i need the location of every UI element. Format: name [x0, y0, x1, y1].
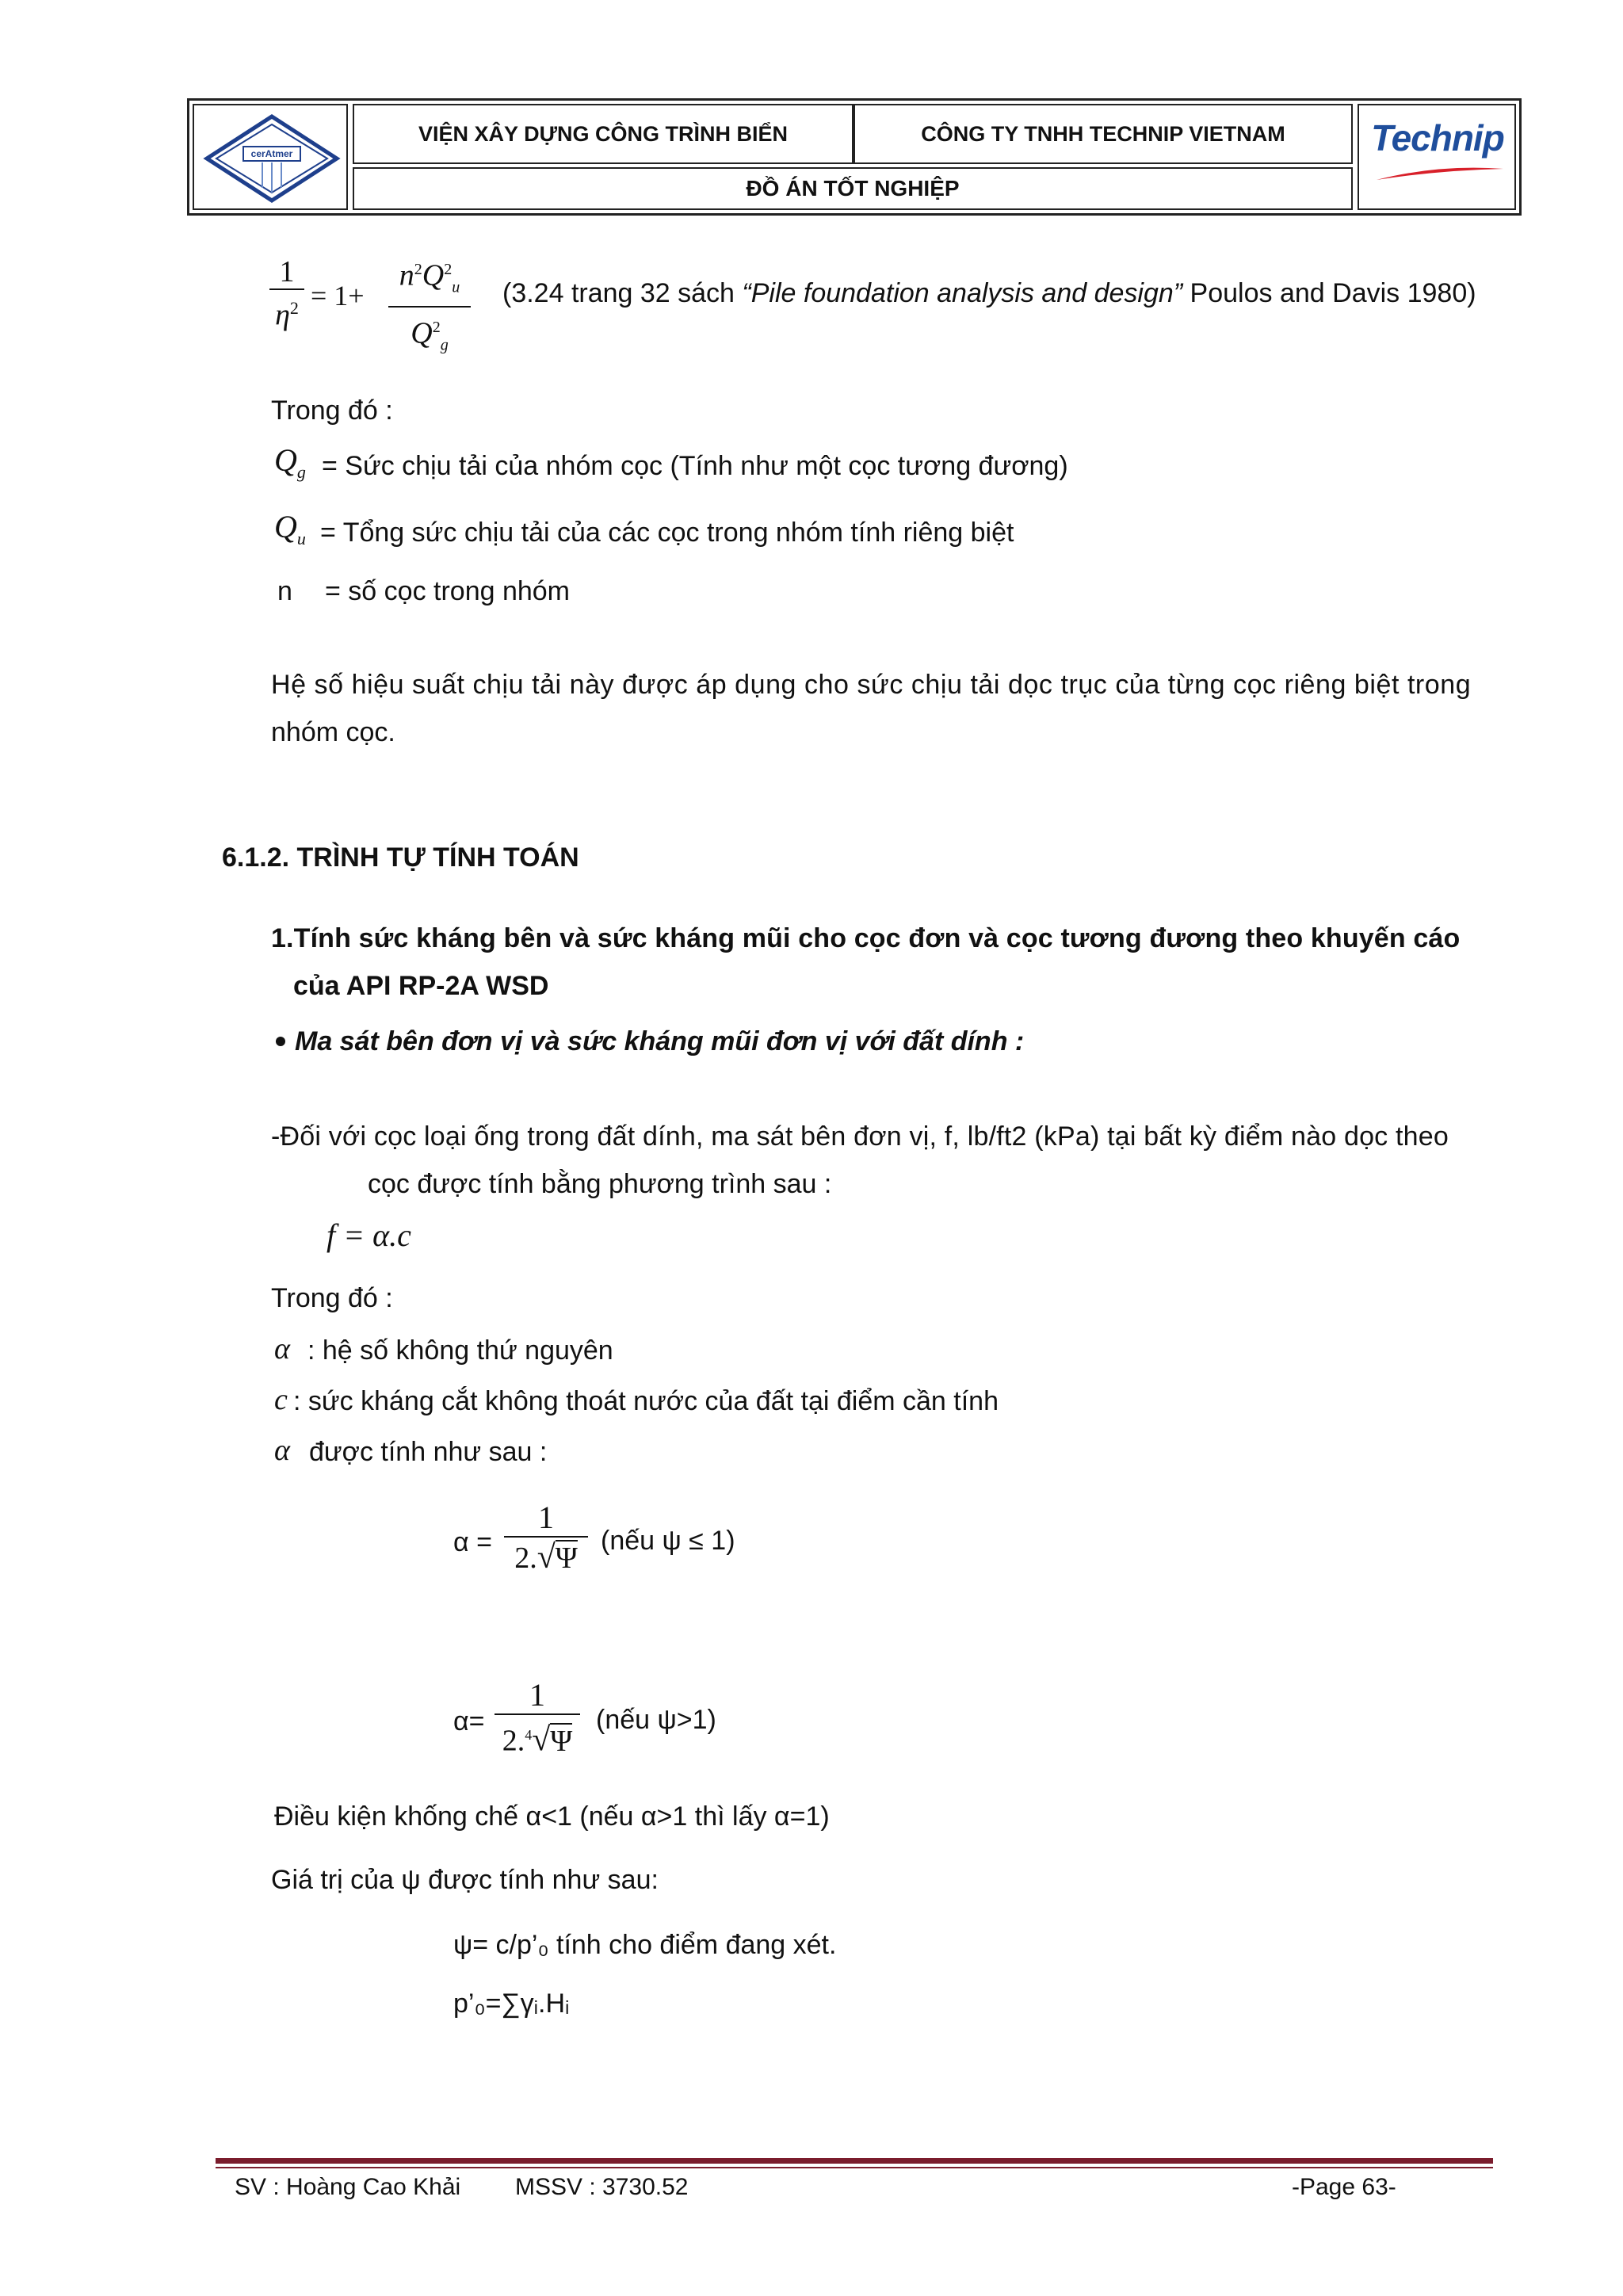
- reference-book-title: “Pile foundation analysis and design”: [742, 278, 1183, 308]
- right-logo-cell: [1358, 104, 1516, 210]
- definition-qg: = Sức chịu tải của nhóm cọc (Tính như một cọc tương đương): [322, 451, 1068, 481]
- efficiency-equation: 1 $\eta^2$ = 1+ $n^2Q^2_u$ $Q^2_g$: [269, 250, 468, 349]
- technip-swoosh-icon: [1375, 162, 1505, 183]
- p0-formula: p’₀=∑γᵢ.Hᵢ: [453, 1988, 570, 2019]
- institute-cell: [353, 104, 854, 164]
- company-cell: [854, 104, 1353, 164]
- footer-rule-thin: [216, 2167, 1493, 2168]
- where-label-1: Trong đó :: [271, 395, 393, 426]
- subtitle-cell: [353, 167, 1353, 210]
- efficiency-paragraph-line2: nhóm cọc.: [271, 717, 395, 747]
- item1-line2: của API RP-2A WSD: [293, 971, 549, 1001]
- definition-qu: = Tổng sức chịu tải của các cọc trong nhóm tính riêng biệt: [320, 518, 1014, 548]
- footer-rule: [216, 2158, 1493, 2164]
- company-name: CÔNG TY TNHH TECHNIP VIETNAM: [921, 122, 1285, 146]
- definition-c: : sức kháng cắt không thoát nước của đất tại điểm cần tính: [293, 1386, 999, 1416]
- alpha-eq1-condition: (nếu ψ ≤ 1): [601, 1526, 735, 1556]
- technip-logo-text: Technip: [1371, 117, 1504, 159]
- efficiency-paragraph-line1: Hệ số hiệu suất chịu tải này được áp dụng cho sức chịu tải dọc trục của từng cọc riêng biệt trong: [271, 670, 1472, 700]
- alpha-eq1-lhs: α =: [453, 1527, 492, 1557]
- symbol-alpha: α: [274, 1332, 290, 1366]
- section-heading: 6.1.2. TRÌNH TỰ TÍNH TOÁN: [222, 842, 579, 873]
- alpha-eq1-fraction: 1 2.√Ψ: [504, 1499, 588, 1578]
- symbol-n: n: [277, 576, 292, 606]
- psi-formula: ψ= c/p’₀ tính cho điểm đang xét.: [453, 1930, 837, 1960]
- formula-f: f = α.c: [327, 1217, 411, 1253]
- bullet-dot-icon: [276, 1037, 285, 1046]
- symbol-qu: $Q_u$: [274, 509, 306, 548]
- alpha-eq2-lhs: α=: [453, 1706, 485, 1736]
- dash-paragraph-line2: cọc được tính bằng phương trình sau :: [368, 1169, 832, 1199]
- where-label-2: Trong đó :: [271, 1283, 393, 1313]
- definition-alpha: : hệ số không thứ nguyên: [307, 1335, 613, 1366]
- symbol-alpha-2: α: [274, 1434, 290, 1467]
- ceratmer-logo-text: cerAtmer: [250, 148, 293, 159]
- item1-line1: 1.Tính sức kháng bên và sức kháng mũi cho cọc đơn và cọc tương đương theo khuyến cáo: [271, 923, 1461, 953]
- alpha-constraint: Điều kiện khống chế α<1 (nếu α>1 thì lấy α=1): [274, 1801, 830, 1832]
- alpha-eq2-condition: (nếu ψ>1): [596, 1705, 716, 1735]
- eta-fraction: 1 $\eta^2$: [269, 255, 304, 334]
- institute-name: VIỆN XÂY DỰNG CÔNG TRÌNH BIỂN: [418, 122, 788, 146]
- equation-reference: (3.24 trang 32 sách “Pile foundation analysis and design” Poulos and Davis 1980): [502, 278, 1476, 308]
- definition-n: = số cọc trong nhóm: [325, 576, 571, 606]
- footer-student: SV : Hoàng Cao Khải: [235, 2174, 461, 2200]
- psi-label: Giá trị của ψ được tính như sau:: [271, 1865, 659, 1895]
- bullet-heading: Ma sát bên đơn vị và sức kháng mũi đơn vị với đất dính :: [295, 1026, 1025, 1056]
- document-subtitle: ĐỒ ÁN TỐT NGHIỆP: [746, 176, 960, 201]
- footer-page-number: -Page 63-: [1292, 2174, 1396, 2200]
- alpha-calc-label: được tính như sau :: [309, 1437, 548, 1467]
- footer-student-id: MSSV : 3730.52: [515, 2174, 689, 2200]
- dash-paragraph-line1: -Đối với cọc loại ống trong đất dính, ma sát bên đơn vị, f, lb/ft2 (kPa) tại bất kỳ điểm nào dọc theo: [271, 1121, 1449, 1152]
- symbol-qg: $Q_g$: [274, 442, 306, 482]
- left-logo-cell: [193, 104, 348, 210]
- q-ratio-fraction: $n^2Q^2_u$ $Q^2_g$: [388, 250, 471, 365]
- alpha-eq2-fraction: 1 2.$^4$√Ψ: [495, 1677, 580, 1761]
- page-header: [187, 98, 1522, 216]
- symbol-c: c: [274, 1383, 288, 1416]
